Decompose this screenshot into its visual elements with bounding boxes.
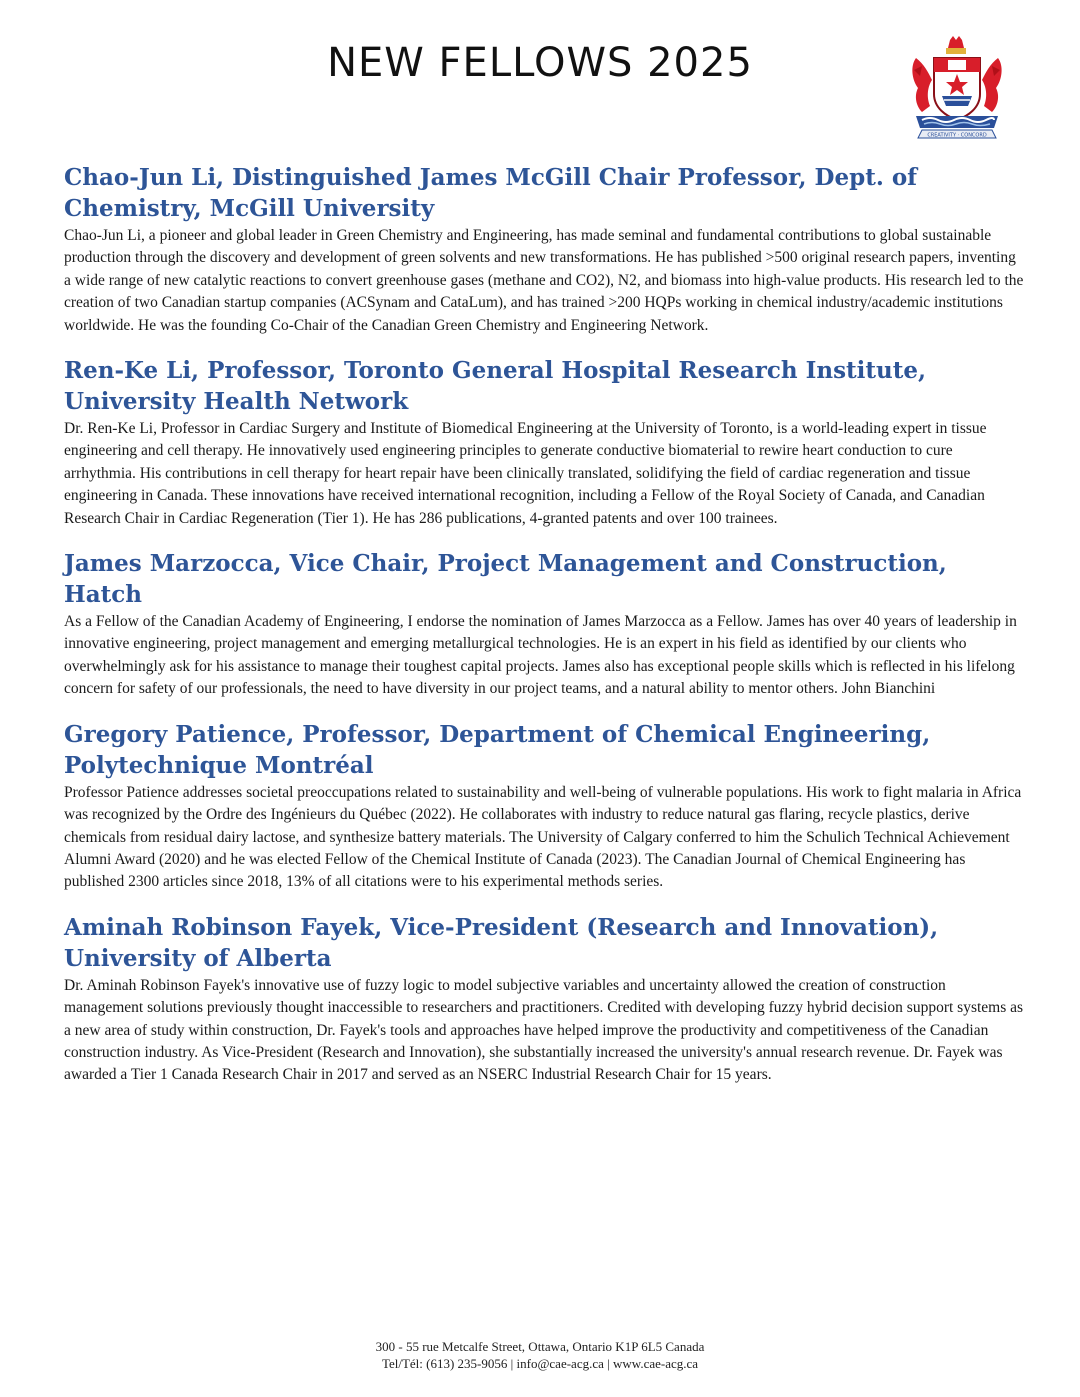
logo-motto: CREATIVITY · CONCORD	[927, 132, 987, 139]
cae-coat-of-arms-icon	[902, 36, 1012, 140]
footer-separator: |	[510, 1356, 514, 1371]
fellow-heading: Gregory Patience, Professor, Department of Chemical Engineering, Polytechnique Montréal	[64, 720, 931, 779]
fellows-list	[64, 162, 1024, 1105]
fellow-bio: Professor Patience addresses societal preoccupations related to sustainability and well-being of vulnerable populations. His work to fight malaria in Africa was recognized by the Ordre des Ingénieurs du Québec (2022). He collaborates with industry to reduce natural gas flaring, recycle plastics, derive chemicals from residual dairy lactose, and synthesize battery materials. The University of Calgary conferred to him the Schulich Technical Achievement Alumni Award (2020) and he was elected Fellow of the Chemical Institute of Canada (2023). The Canadian Journal of Chemical Engineering has published 2300 articles since 2018, 13% of all citations were to his experimental methods series.	[64, 783, 1022, 891]
footer-email-link[interactable]: info@cae-acg.ca	[516, 1356, 604, 1371]
footer-phone: Tel/Tél: (613) 235-9056	[381, 1356, 508, 1371]
fellow-entry	[64, 912, 1024, 1087]
fellow-heading: Ren-Ke Li, Professor, Toronto General Hospital Research Institute, University Health Network	[64, 357, 927, 416]
fellow-entry	[64, 719, 1024, 894]
page-footer	[0, 1338, 1080, 1372]
footer-separator: |	[607, 1356, 610, 1371]
fellow-bio: As a Fellow of the Canadian Academy of Engineering, I endorse the nomination of James Marzocca as a Fellow. James has over 40 years of leadership in innovative engineering, project management and emerging metallurgical technologies. He is an expert in his field as identified by our clients who overwhelmingly ask for his assistance to manage their toughest capital projects. James also has exceptional people skills which is reflected in his lifelong concern for safety of our professionals, the need to have diversity in our project teams, and a natural ability to mentor others. John Bianchini	[64, 613, 1017, 698]
footer-website-link[interactable]: www.cae-acg.ca	[613, 1356, 699, 1371]
footer-contact	[0, 1355, 1080, 1372]
page-title: NEW FELLOWS 2025	[327, 40, 753, 86]
fellow-entry	[64, 548, 1024, 701]
fellow-entry	[64, 355, 1024, 530]
fellow-entry	[64, 162, 1024, 337]
fellow-bio: Dr. Aminah Robinson Fayek's innovative use of fuzzy logic to model subjective variables and uncertainty allowed the creation of construction management solutions previously thought inaccessible to researchers and practitioners. Credited with developing fuzzy hybrid decision support systems as a new area of study within construction, Dr. Fayek's tools and approaches have helped improve the productivity and competitiveness of the Canadian construction industry. As Vice-President (Research and Innovation), she substantially increased the university's annual research revenue. Dr. Fayek was awarded a Tier 1 Canada Research Chair in 2017 and served as an NSERC Industrial Research Chair for 15 years.	[64, 976, 1024, 1084]
fellow-bio: Chao-Jun Li, a pioneer and global leader in Green Chemistry and Engineering, has made seminal and fundamental contributions to global sustainable production through the discovery and development of green solvents and new transformations. He has published >500 original research papers, inventing a wide range of new catalytic reactions to convert greenhouse gases (methane and CO2), N2, and biomass into high-value products. His research led to the creation of two Canadian startup companies (ACSynam and CataLum), and has trained >200 HQPs working in chemical industry/academic institutions worldwide. He was the founding Co-Chair of the Canadian Green Chemistry and Engineering Network.	[64, 227, 1024, 334]
footer-address: 300 - 55 rue Metcalfe Street, Ottawa, Ontario K1P 6L5 Canada	[375, 1339, 705, 1354]
fellow-heading: Chao-Jun Li, Distinguished James McGill Chair Professor, Dept. of Chemistry, McGill University	[64, 164, 918, 222]
fellow-heading: James Marzocca, Vice Chair, Project Management and Construction, Hatch	[64, 550, 947, 609]
fellow-bio: Dr. Ren-Ke Li, Professor in Cardiac Surgery and Institute of Biomedical Engineering at the University of Toronto, is a world-leading expert in tissue engineering and cell therapy. He innovatively used engineering principles to generate conductive biomaterial to rewire heart conduction to cure arrhythmia. His contributions in cell therapy for heart repair have been clinically translated, solidifying the field of cardiac regeneration and tissue engineering in Canada. These innovations have received international recognition, including a Fellow of the Royal Society of Canada, and Canadian Research Chair in Cardiac Regeneration (Tier 1). He has 286 publications, 4-granted patents and over 100 trainees.	[64, 420, 987, 527]
fellow-heading: Aminah Robinson Fayek, Vice-President (Research and Innovation), University of Alberta	[64, 913, 939, 972]
